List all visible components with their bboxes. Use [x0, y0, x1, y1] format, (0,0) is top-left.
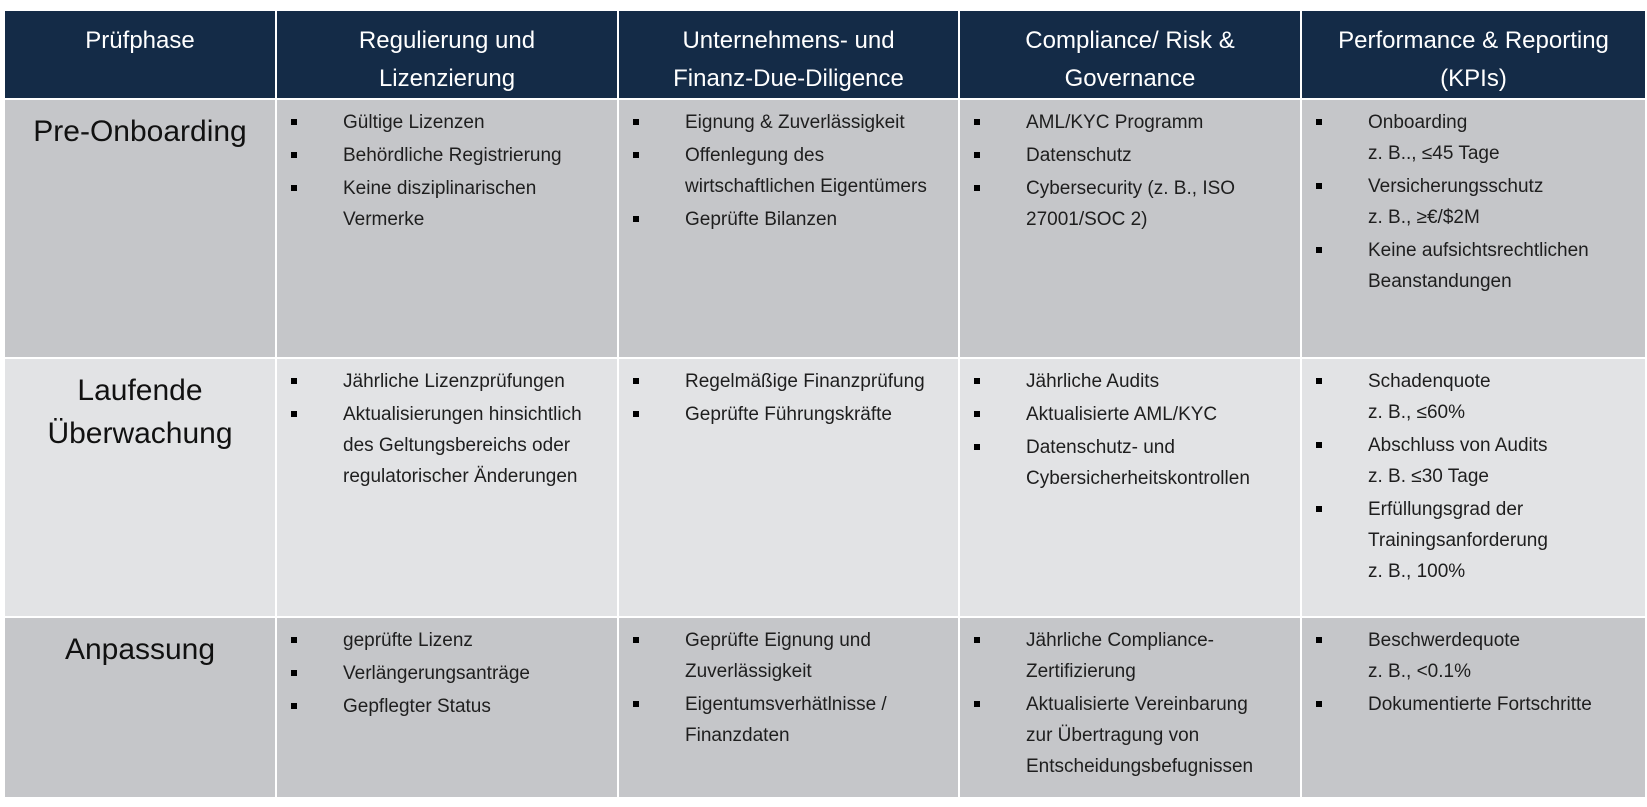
bullet-text: Eigentumsverhätlnisse / — [685, 694, 887, 715]
cell-due-diligence — [618, 617, 959, 798]
row-pre-onboarding — [4, 99, 1646, 358]
bullet-item — [291, 625, 609, 656]
cell-regulierung — [276, 99, 618, 358]
bullet-text: Onboarding — [1368, 112, 1468, 133]
header-performance — [1301, 10, 1646, 99]
header-line: Lizenzierung — [378, 65, 516, 92]
bullet-text: Zuverlässigkeit — [685, 661, 812, 682]
bullet-text: 27001/SOC 2) — [1026, 209, 1148, 230]
cell-regulierung — [276, 617, 618, 798]
phase-label: Anpassung — [64, 633, 216, 666]
phase-label: Pre-Onboarding — [33, 115, 247, 148]
bullet-text: geprüfte Lizenz — [343, 630, 473, 651]
bullet-text: z. B.., ≤45 Tage — [1368, 143, 1500, 164]
header-line: Compliance/ Risk & — [1025, 27, 1235, 54]
bullet-text: Geprüfte Führungskräfte — [685, 404, 892, 425]
bullet-text: Regelmäßige Finanzprüfung — [685, 371, 925, 392]
bullet-text: z. B., ≤60% — [1368, 402, 1466, 423]
cell-performance — [1301, 617, 1646, 798]
phase-label: Überwachung — [47, 417, 233, 450]
bullet-list — [291, 107, 609, 235]
bullet-list — [1316, 107, 1637, 297]
bullet-item — [974, 140, 1292, 171]
bullet-list — [1316, 366, 1637, 587]
cell-compliance — [959, 99, 1301, 358]
bullet-text: Geprüfte Eignung und — [685, 630, 871, 651]
bullet-item — [633, 366, 950, 397]
header-regulierung — [276, 10, 618, 99]
cell-performance — [1301, 99, 1646, 358]
bullet-text: Geprüfte Bilanzen — [685, 209, 838, 230]
bullet-item — [974, 173, 1292, 235]
bullet-text: Aktualisierungen hinsichtlich — [343, 404, 582, 425]
row-anpassung — [4, 617, 1646, 798]
bullet-text: Beanstandungen — [1368, 271, 1512, 292]
bullet-text: Gültige Lizenzen — [343, 112, 485, 133]
header-line: Finanz-Due-Diligence — [673, 65, 904, 92]
bullet-item — [633, 204, 950, 235]
bullet-list — [974, 107, 1292, 235]
header-line: (KPIs) — [1440, 65, 1507, 92]
bullet-item — [1316, 107, 1637, 169]
bullet-item — [974, 107, 1292, 138]
header-due-diligence — [618, 10, 959, 99]
bullet-item — [633, 625, 950, 687]
bullet-list — [291, 625, 609, 722]
bullet-text: Versicherungsschutz — [1368, 176, 1544, 197]
bullet-item — [291, 691, 609, 722]
bullet-item — [291, 140, 609, 171]
phase-cell — [4, 358, 276, 617]
phase-cell — [4, 99, 276, 358]
bullet-list — [291, 366, 609, 492]
bullet-list — [1316, 625, 1637, 720]
bullet-text: Trainingsanforderung — [1368, 530, 1548, 551]
bullet-item — [974, 625, 1292, 687]
bullet-text: z. B., <0.1% — [1368, 661, 1471, 682]
bullet-item — [1316, 171, 1637, 233]
bullet-text: Verlängerungsanträge — [343, 663, 530, 684]
bullet-item — [291, 173, 609, 235]
bullet-text: Jährliche Compliance- — [1026, 630, 1214, 651]
due-diligence-table — [3, 9, 1647, 799]
bullet-text: Behördliche Registrierung — [343, 145, 562, 166]
bullet-item — [291, 399, 609, 492]
bullet-item — [291, 107, 609, 138]
bullet-item — [974, 689, 1292, 782]
bullet-item — [633, 689, 950, 751]
bullet-text: Finanzdaten — [685, 725, 790, 746]
header-line: Unternehmens- und — [682, 27, 895, 54]
bullet-list — [633, 625, 950, 751]
bullet-text: Dokumentierte Fortschritte — [1368, 694, 1592, 715]
bullet-item — [1316, 366, 1637, 428]
bullet-text: Abschluss von Audits — [1368, 435, 1548, 456]
bullet-item — [291, 658, 609, 689]
header-line: Governance — [1064, 65, 1196, 92]
bullet-text: Zertifizierung — [1026, 661, 1136, 682]
bullet-text: z. B., 100% — [1368, 561, 1466, 582]
bullet-item — [633, 140, 950, 202]
bullet-item — [1316, 235, 1637, 297]
cell-compliance — [959, 358, 1301, 617]
bullet-text: regulatorischer Änderungen — [343, 466, 578, 487]
cell-regulierung — [276, 358, 618, 617]
bullet-text: Cybersecurity (z. B., ISO — [1026, 178, 1236, 199]
bullet-text: Gepflegter Status — [343, 696, 491, 717]
header-line: Regulierung und — [358, 27, 536, 54]
bullet-item — [974, 366, 1292, 397]
header-pruefphase — [4, 10, 276, 99]
bullet-text: Beschwerdequote — [1368, 630, 1521, 651]
bullet-text: wirtschaftlichen Eigentümers — [685, 176, 927, 197]
bullet-item — [974, 399, 1292, 430]
bullet-item — [633, 399, 950, 430]
bullet-text: z. B. ≤30 Tage — [1368, 466, 1489, 487]
bullet-item — [974, 432, 1292, 494]
bullet-text: Datenschutz- und — [1026, 437, 1175, 458]
cell-performance — [1301, 358, 1646, 617]
bullet-list — [974, 366, 1292, 494]
header-line: Prüfphase — [85, 27, 195, 54]
bullet-item — [1316, 430, 1637, 492]
bullet-text: Jährliche Audits — [1026, 371, 1160, 392]
bullet-item — [1316, 625, 1637, 687]
bullet-text: Keine disziplinarischen — [343, 178, 537, 199]
phase-label: Laufende — [77, 374, 203, 407]
bullet-text: des Geltungsbereichs oder — [343, 435, 571, 456]
bullet-text: Aktualisierte Vereinbarung — [1026, 694, 1248, 715]
bullet-list — [633, 366, 950, 430]
cell-due-diligence — [618, 99, 959, 358]
bullet-text: Eignung & Zuverlässigkeit — [685, 112, 905, 133]
bullet-text: Entscheidungsbefugnissen — [1026, 756, 1254, 777]
bullet-text: z. B., ≥€/$2M — [1368, 207, 1480, 228]
bullet-text: zur Übertragung von — [1026, 725, 1200, 746]
cell-due-diligence — [618, 358, 959, 617]
bullet-text: Vermerke — [343, 209, 425, 230]
bullet-item — [291, 366, 609, 397]
phase-cell — [4, 617, 276, 798]
bullet-text: Jährliche Lizenzprüfungen — [343, 371, 565, 392]
bullet-list — [974, 625, 1292, 782]
bullet-item — [1316, 494, 1637, 587]
bullet-text: Offenlegung des — [685, 145, 825, 166]
bullet-text: Cybersicherheitskontrollen — [1026, 468, 1250, 489]
bullet-item — [1316, 689, 1637, 720]
header-row — [4, 10, 1646, 99]
bullet-text: Datenschutz — [1026, 145, 1132, 166]
header-compliance — [959, 10, 1301, 99]
bullet-item — [633, 107, 950, 138]
bullet-text: AML/KYC Programm — [1026, 112, 1204, 133]
row-laufende-ueberwachung — [4, 358, 1646, 617]
bullet-text: Aktualisierte AML/KYC — [1026, 404, 1218, 425]
bullet-list — [633, 107, 950, 235]
cell-compliance — [959, 617, 1301, 798]
bullet-text: Erfüllungsgrad der — [1368, 499, 1524, 520]
header-line: Performance & Reporting — [1338, 27, 1609, 54]
bullet-text: Schadenquote — [1368, 371, 1491, 392]
bullet-text: Keine aufsichtsrechtlichen — [1368, 240, 1589, 261]
